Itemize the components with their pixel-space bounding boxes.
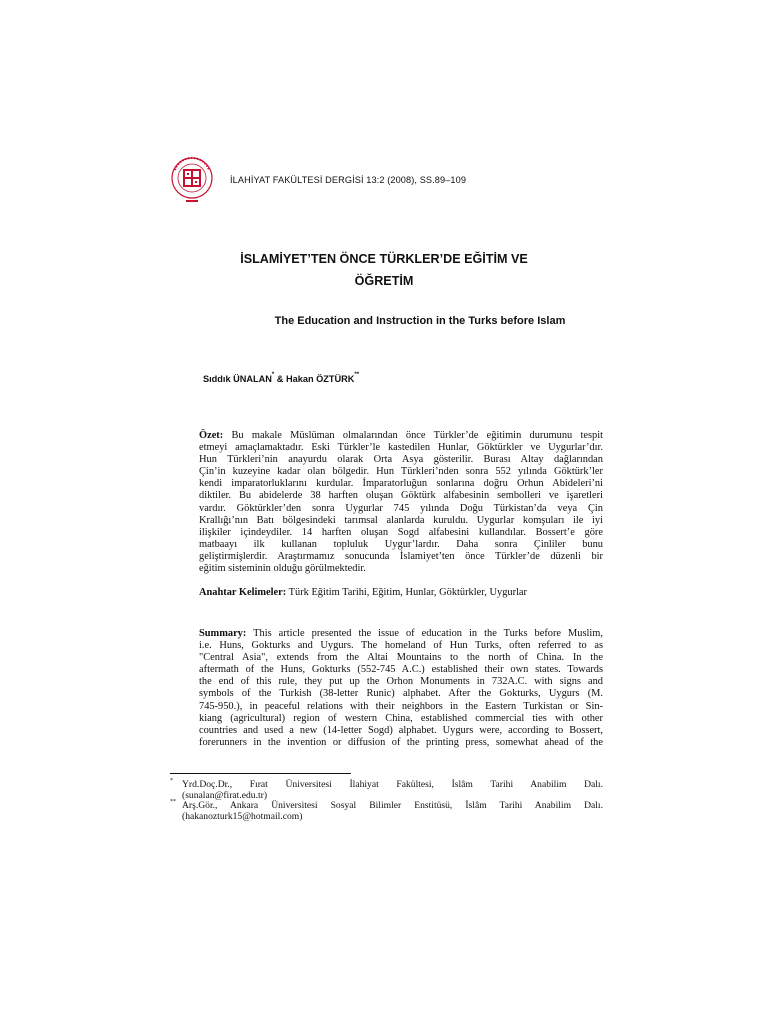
- keywords-label: Anahtar Kelimeler:: [199, 587, 287, 598]
- author-separator: &: [274, 374, 286, 384]
- english-title-text: The Education and Instruction in the Turks before Islam: [274, 315, 566, 327]
- author-2: Hakan ÖZTÜRK: [286, 374, 355, 384]
- summary-line: "Central Asia", extends from the Altai Mountains to the north of China. In the: [199, 652, 603, 664]
- author-1: Sıddık ÜNALAN: [203, 374, 272, 384]
- keywords-line: [199, 587, 603, 599]
- abstract-line-text: Bu makale Müslüman olmalarından önce Türkler’de eğitimin durumunu tespit: [223, 430, 603, 441]
- journal-reference: İLAHİYAT FAKÜLTESİ DERGİSİ 13:2 (2008), SS.89–109: [230, 175, 467, 185]
- summary-line: 745-950.), in peaceful relations with their neighbors in the Eastern Turkistan or Sin-: [199, 700, 603, 712]
- university-seal-icon: [170, 156, 214, 208]
- abstract-turkish: [199, 430, 603, 575]
- article-title-line-2: ÖĞRETİM: [354, 274, 414, 288]
- article-title-line-1: İSLAMİYET’TEN ÖNCE TÜRKLER’DE EĞİTİM VE: [240, 252, 528, 266]
- summary-line: kiang (agricultural) region of western China, established commercial ties with other: [199, 712, 603, 724]
- keywords: [199, 587, 603, 599]
- author-2-footnote-mark: **: [354, 372, 360, 378]
- abstract-line: [199, 430, 603, 442]
- summary-line: i.e. Huns, Gokturks and Uygurs. The homeland of Hun Turks, often referred to as: [199, 640, 603, 652]
- summary-line: forerunners in the invention or diffusion of the printing press, somewhat ahead of the: [199, 736, 603, 748]
- abstract-line: geliştirmişlerdir. Araştırmamız sonucunda İslamiyet’ten önce Türkler’de düzenli bir: [199, 550, 603, 562]
- abstract-label: Özet:: [199, 430, 224, 441]
- summary-line: countries and used a new (14-letter Sogd) alphabet. Uygurs were, according to Bossert,: [199, 724, 603, 736]
- summary-line: symbols of the Turkish (38-letter Runic) alphabet. After the Gokturks, Uygurs (M.: [199, 688, 603, 700]
- summary-label: Summary:: [199, 628, 247, 639]
- footnote-1-email: (sunalan@firat.edu.tr): [182, 790, 268, 801]
- summary-line: the end of this rule, they put up the Orhon Monuments in 732A.C. with signs and: [199, 676, 603, 688]
- abstract-line: matbaayı ilk kullanan topluluk Uygur’lardır. Daha sonra Çinliler bunu: [199, 538, 603, 550]
- footnote-1: [170, 779, 603, 801]
- abstract-line: kendi imparatorluklarını kurdular. İmparatorluğun sonlarına doğru Orhun Abideleri’ni: [199, 478, 603, 490]
- summary-line: [199, 628, 603, 640]
- author-line: [203, 374, 359, 384]
- author-1-footnote-mark: *: [271, 372, 275, 378]
- abstract-line: etmeyi amaçlamaktadır. Eski Türkler’le kastedilen Hunlar, Göktürkler ve Uygurlar’dır.: [199, 442, 603, 454]
- footnote-divider: [170, 773, 351, 774]
- abstract-line: Krallığı’nın Batı bölgesindeki tarımsal alanlarda kuruldu. Uygurlar komşuları ile iyi: [199, 514, 603, 526]
- footnote-2-mark: **: [170, 799, 176, 805]
- abstract-english: [199, 628, 603, 749]
- abstract-line: vardır. Göktürkler’den sonra Uygurlar 745 yılında Doğu Türkistan’da veya Çin: [199, 502, 603, 514]
- footnote-2-email: (hakanozturk15@hotmail.com): [182, 811, 303, 822]
- abstract-line: Hun Türkleri’nin anayurdu olarak Orta Asya gösterilir. Burası Altay dağlarından: [199, 454, 603, 466]
- english-title: [0, 315, 768, 327]
- footnote-2: [170, 800, 603, 822]
- abstract-line: ilişkiler içindeydiler. 14 harften oluşan Sogd alfabesini kullandılar. Bossert’e göre: [199, 526, 603, 538]
- summary-line: aftermath of the Huns, Gokturks (552-745 A.C.) established their own states. Towards: [199, 664, 603, 676]
- footnote-1-line: Yrd.Doç.Dr., Fırat Üniversitesi İlahiyat Fakültesi, İslâm Tarihi Anabilim Dalı.: [182, 779, 603, 790]
- abstract-line: diktiler. Bu abidelerde 38 harften oluşan Göktürk alfabesinin sembolleri ve işaretleri: [199, 490, 603, 502]
- summary-line-text: This article presented the issue of education in the Turks before Muslim,: [246, 628, 603, 639]
- abstract-line: Çin’in kuzeyine kadar olan bölgedir. Hun Türkleri’nden sonra 552 yılında Göktürk’ler: [199, 466, 603, 478]
- keywords-text: Türk Eğitim Tarihi, Eğitim, Hunlar, Göktürkler, Uygurlar: [286, 587, 527, 598]
- footnote-1-mark: *: [170, 778, 173, 784]
- footnote-2-line: Arş.Gör., Ankara Üniversitesi Sosyal Bilimler Enstitüsü, İslâm Tarihi Anabilim Dalı.: [182, 800, 603, 811]
- abstract-line: eğitim sisteminin olduğu görülmektedir.: [199, 563, 366, 575]
